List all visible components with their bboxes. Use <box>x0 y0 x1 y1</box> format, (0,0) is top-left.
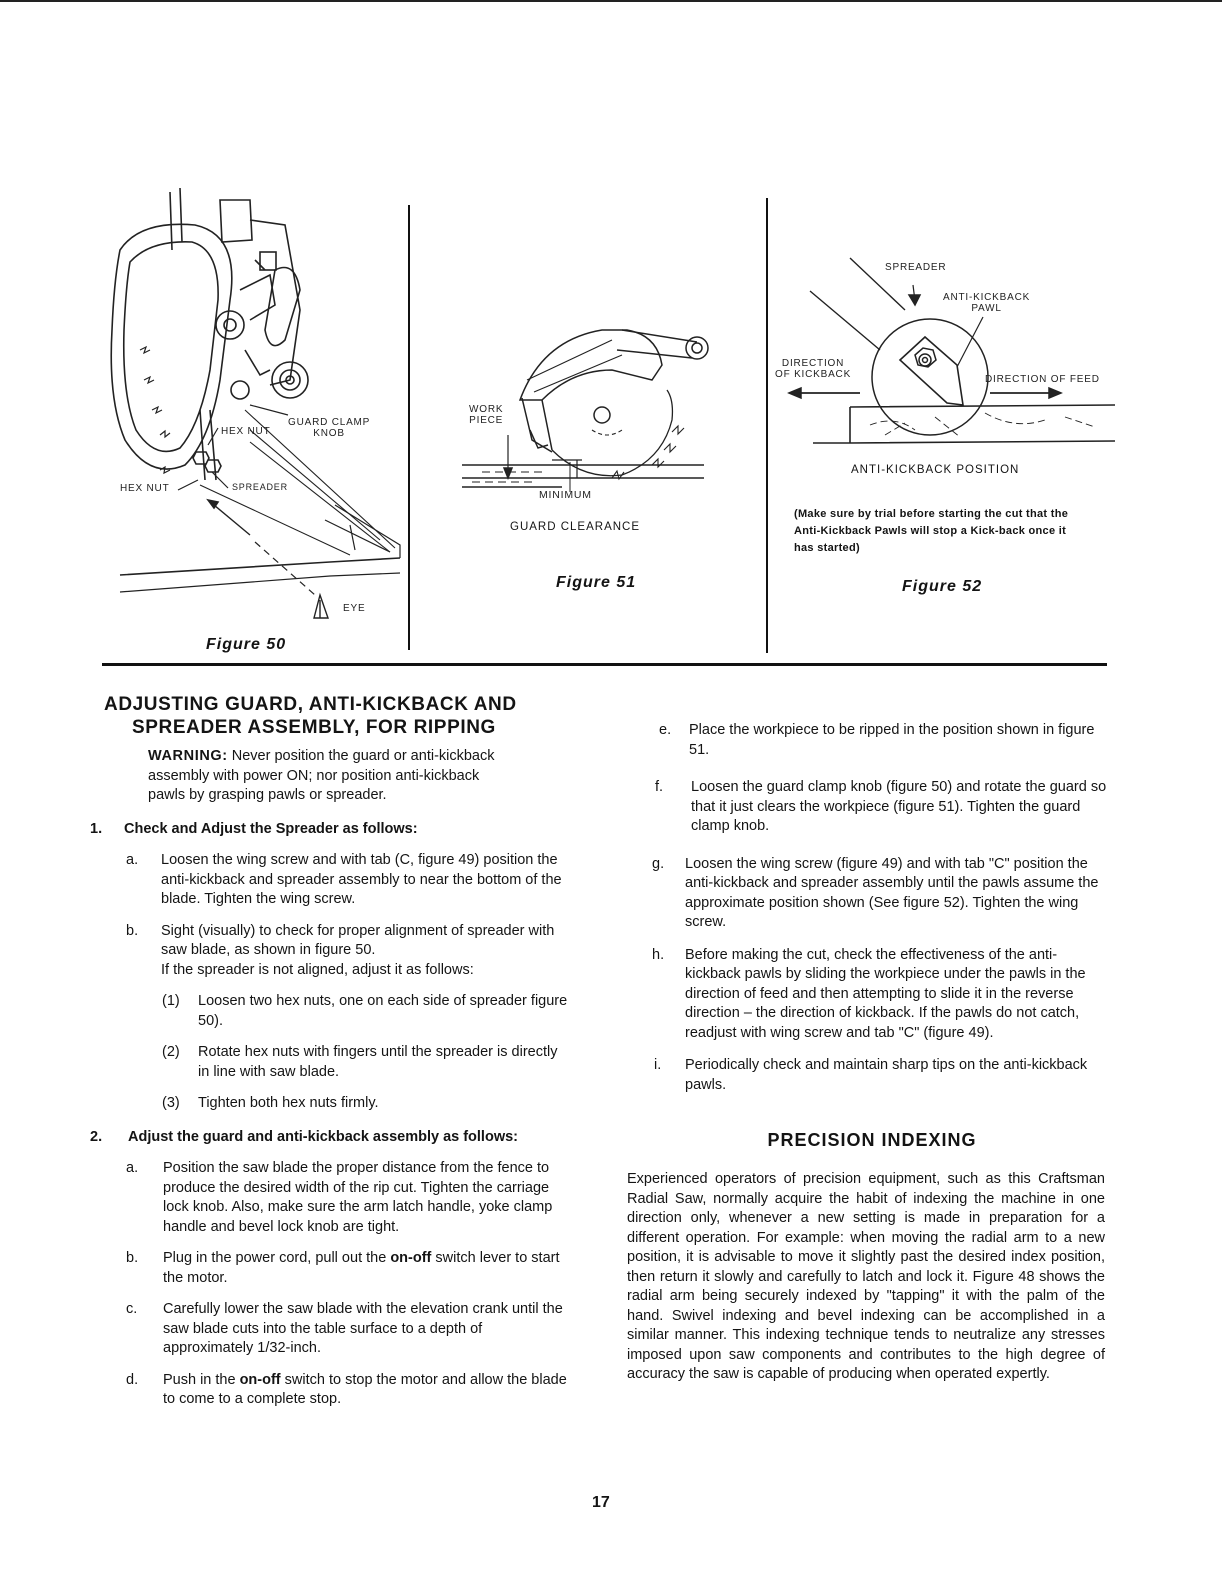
section-divider <box>102 663 1107 666</box>
section-heading-line-1: ADJUSTING GUARD, ANTI-KICKBACK AND <box>104 694 517 715</box>
step-2f: f. Loosen the guard clamp knob (figure 50) and rotate the guard so that it just clears the workpiece (figure 51). Tighten the guard clamp knob. <box>655 779 1107 834</box>
step-2i: i. Periodically check and maintain sharp tips on the anti-kickback pawls. <box>654 1057 1088 1093</box>
warning-label: WARNING: <box>148 748 228 764</box>
figure-50-caption: Figure 50 <box>206 636 287 653</box>
figure-51-illustration <box>412 300 762 500</box>
page-number: 17 <box>592 1494 610 1511</box>
fig52-label-direction-of-feed: DIRECTION OF FEED <box>985 374 1100 385</box>
left-column <box>90 693 580 1410</box>
step-1-title: 1. Check and Adjust the Spreader as follows: <box>90 820 418 837</box>
step-2b: b. Plug in the power cord, pull out the on-off switch lever to start the motor. <box>126 1250 560 1286</box>
figure-52 <box>775 255 1120 605</box>
step-2a: a. Position the saw blade the proper distance from the fence to produce the desired width of the rip cut. Tighten the carriage lock knob. Also, make sure the arm latch handle, yoke clamp handle and bevel lock knob are tight. <box>126 1160 553 1235</box>
figure-52-caption: Figure 52 <box>902 578 983 595</box>
step-1a: a. Loosen the wing screw and with tab (C, figure 49) position the anti-kickback and spreader assembly to near the bottom of the blade. Tighten the wing screw. <box>126 852 562 907</box>
figure-51-caption: Figure 51 <box>556 574 637 591</box>
figure-50 <box>100 180 405 660</box>
fig50-label-guard-clamp-knob: GUARD CLAMP KNOB <box>288 417 371 439</box>
step-1b-2: (2) Rotate hex nuts with fingers until the spreader is directly in line with saw blade. <box>162 1044 558 1080</box>
fig52-note: (Make sure by trial before starting the cut that the Anti-Kickback Pawls will stop a Kick-back once it has started) <box>794 508 1069 554</box>
precision-indexing-paragraph: Experienced operators of precision equipment, such as this Craftsman Radial Saw, normally acquire the habit of indexing the machine in one direction only, whenever a new setting is made in preparation for a different operation. For example: when moving the radial arm to a new position, it is advisable to move it slightly past the desired index position, then return it slowly and carefully to latch and lock it. Figure 48 shows the radial arm being securely indexed by "tapping" it with the palm of the hand. Swivel indexing and bevel indexing can be accomplished in a similar manner. This indexing technique tends to neutralize any stresses imposed upon saw components and contributes to the high degree of accuracy the saw is capable of producing when operated expertly. <box>627 1171 1105 1382</box>
fig50-label-hex-nut-upper: HEX NUT <box>221 426 271 437</box>
step-2g: g. Loosen the wing screw (figure 49) and with tab "C" position the anti-kickback and spreader assembly until the pawls assume the approximate position shown (See figure 52). Tighten the wing screw. <box>652 855 1099 930</box>
step-2e: e. Place the workpiece to be ripped in the position shown in figure 51. <box>659 722 1095 758</box>
fig52-label-anti-kickback-pawl: ANTI-KICKBACK PAWL <box>943 292 1031 314</box>
figure-51 <box>412 300 762 600</box>
warning-text: Never position the guard or anti-kickback assembly with power ON; nor position anti-kickback pawls by grasping pawls or spreader. <box>148 748 495 803</box>
fig51-label-work-piece: WORK PIECE <box>469 404 504 426</box>
warning-block <box>148 747 520 806</box>
fig51-label-guard-clearance: GUARD CLEARANCE <box>510 521 641 533</box>
fig50-label-hex-nut-lower: HEX NUT <box>120 483 170 494</box>
section-heading <box>90 693 580 739</box>
fig50-label-eye: EYE <box>343 603 366 614</box>
step-2c: c. Carefully lower the saw blade with the elevation crank until the saw blade cuts into the table surface to a depth of approximately 1/32-inch. <box>126 1301 563 1356</box>
fig51-label-minimum: MINIMUM <box>539 489 592 501</box>
step-2h: h. Before making the cut, check the effectiveness of the anti-kickback pawls by sliding the workpiece under the pawls in the direction of feed and then attempting to slide it in the reverse direction – the direction of kickback. If the pawls do not catch, readjust with wing screw and tab "C" (figure 49). <box>652 946 1086 1041</box>
step-1b-1: (1) Loosen two hex nuts, one on each side of spreader figure 50). <box>162 993 568 1029</box>
right-column <box>627 721 1117 1385</box>
top-border <box>0 0 1222 2</box>
fig52-label-spreader: SPREADER <box>885 262 947 273</box>
fig50-label-spreader: SPREADER <box>232 482 288 492</box>
step-2d: d. Push in the on-off switch to stop the motor and allow the blade to come to a complete stop. <box>126 1371 567 1407</box>
step-1b: b. Sight (visually) to check for proper alignment of spreader with saw blade, as shown in figure 50. If the spreader is not aligned, adjust it as follows: <box>126 922 555 978</box>
fig52-label-direction-of-kickback: DIRECTION OF KICKBACK <box>775 358 852 380</box>
section-heading-line-2: SPREADER ASSEMBLY, FOR RIPPING <box>132 717 496 738</box>
step-2-title: 2. Adjust the guard and anti-kickback assembly as follows: <box>90 1128 518 1145</box>
step-1b-3: (3) Tighten both hex nuts firmly. <box>162 1095 379 1111</box>
figure-52-illustration <box>775 255 1120 455</box>
figure-divider-1 <box>408 205 410 650</box>
figure-50-illustration <box>100 180 405 640</box>
precision-indexing-heading: PRECISION INDEXING <box>767 1130 977 1150</box>
figure-divider-2 <box>766 198 768 653</box>
fig52-label-anti-kickback-position: ANTI-KICKBACK POSITION <box>851 464 1020 476</box>
